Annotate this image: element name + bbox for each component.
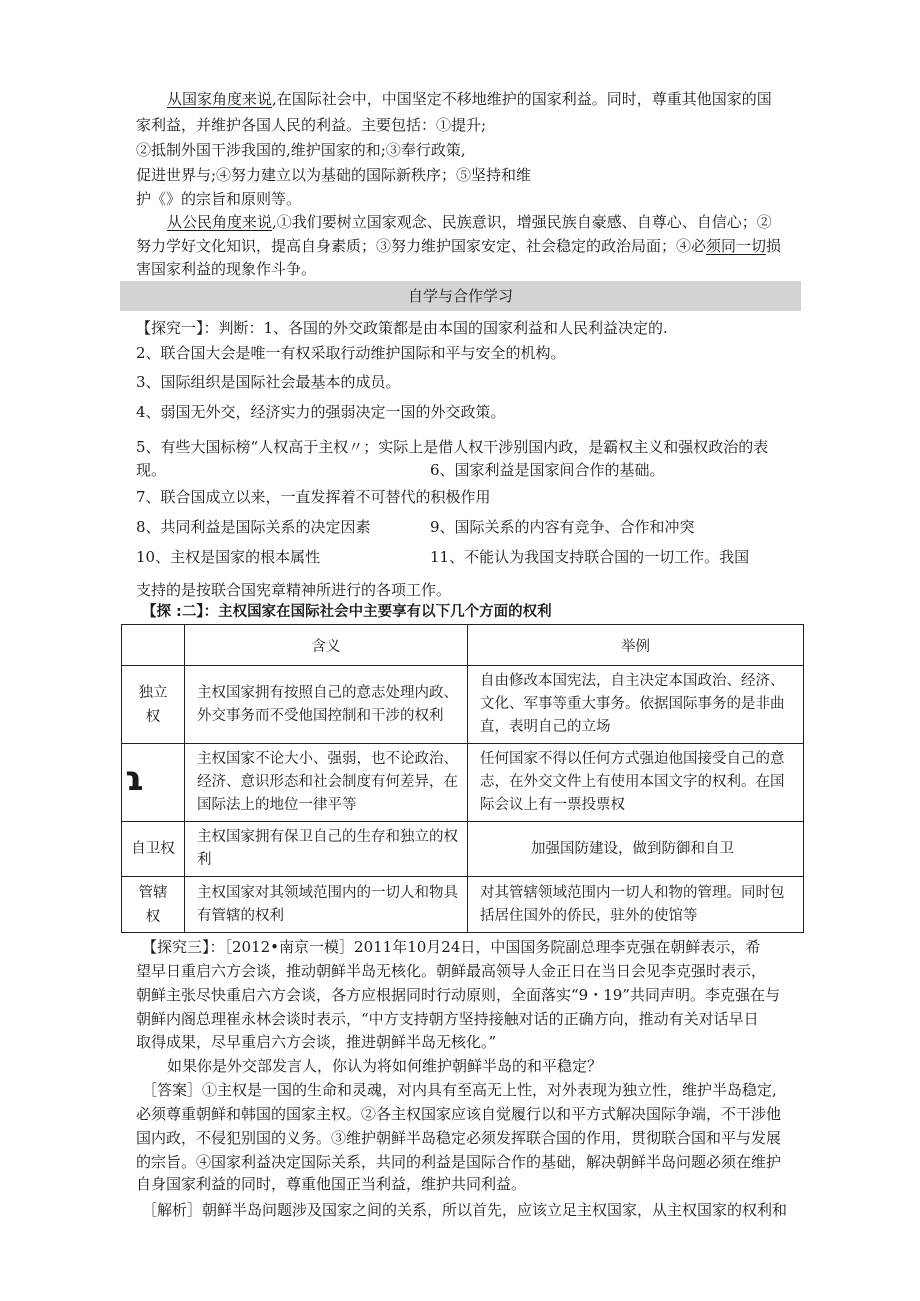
row-example-text: 自由修改本国宪法，自主决定本国政治、经济、文化、军事等重大事务。依据国际事务的是非曲直，表明自己的立场 — [480, 673, 785, 735]
intro-line-6-text: ,①我们要树立国家观念、民族意识，增强民族自豪感、自尊心、自信心；② — [272, 213, 772, 231]
explore3-line-3: 朝鲜主张尽快重启六方会谈，各方应根据同时行动原则，全面落实“9・19”共同声明。李克强在与 — [136, 986, 780, 1004]
row-example — [468, 877, 804, 933]
row-example — [468, 822, 804, 877]
explore1-item-2: 2、联合国大会是唯一有权采取行动维护国际和平与安全的机构。 — [136, 344, 566, 362]
intro-line-7-underlined: 须同一切 — [706, 237, 767, 255]
row-meaning — [185, 877, 468, 933]
row-example-text: 任何国家不得以任何方式强迫他国接受自己的意志，在外交文件上有使用本国文字的权利。在国际会议上有一票投票权 — [480, 751, 785, 813]
explore1-item-5: 5、有些大国标榜“人权高于主权〃；实际上是借人权干涉别国内政，是霸权主义和强权政治的表 — [136, 438, 769, 456]
row-name-text: 管辖权 — [138, 884, 168, 925]
table-row — [122, 744, 804, 822]
explore2-head: 【探 :二】：主权国家在国际社会中主要享有以下几个方面的权利 — [142, 604, 552, 620]
rights-table — [121, 624, 804, 933]
table-header-blank — [122, 625, 185, 666]
row-example — [468, 744, 804, 822]
explore1-item-11: 11、不能认为我国支持联合国的一切工作。我国 — [430, 548, 750, 566]
answer-line-3: 国内政，不侵犯别国的义务。③维护朝鲜半岛稳定必须发挥联合国的作用，贯彻联合国和平与发展 — [136, 1129, 782, 1147]
row-meaning — [185, 666, 468, 744]
explore3-question: 如果你是外交部发言人，你认为将如何维护朝鲜半岛的和平稳定？ — [167, 1057, 603, 1075]
row-meaning-text: 主权国家对其领域范围内的一切人和物具有管辖的权利 — [197, 884, 458, 924]
intro-line-7-text: 努力学好文化知识，提高自身素质；③努力维护国家安定、社会稳定的政治局面；④必 — [136, 237, 707, 255]
row-name-equality — [122, 744, 185, 822]
intro-line-3: ②抵制外国干涉我国的,维护国家的和;③奉行政策, — [136, 141, 466, 159]
explore1-item-3: 3、国际组织是国际社会最基本的成员。 — [136, 373, 401, 391]
section-bar: 自学与合作学习 — [120, 281, 801, 311]
explore3-line-4: 朝鲜内阁总理崔永林会谈时表示，“中方支持朝方坚持接触对话的正确方向，推动有关对话早日 — [136, 1010, 759, 1028]
analysis-line: ［解析］朝鲜半岛问题涉及国家之间的关系，所以首先，应该立足主权国家，从主权国家的权利和 — [142, 1201, 788, 1219]
explore1-item-9: 9、国际关系的内容有竞争、合作和冲突 — [430, 518, 695, 536]
answer-line-1: ［答案］①主权是一国的生命和灵魂，对内具有至高无上性，对外表现为独立性，维护半岛稳定, — [142, 1081, 777, 1099]
answer-line-5: 自身国家利益的同时，尊重他国正当利益，维护共同利益。 — [136, 1175, 527, 1193]
intro-line-4: 促进世界与;④努力建立以为基础的国际新秩序；⑤坚持和维 — [136, 166, 532, 184]
row-meaning-text: 主权国家拥有按照自己的意志处理内政、外交事务而不受他国控制和干涉的权利 — [197, 684, 458, 724]
table-row — [122, 822, 804, 877]
row-name-text: 独立权 — [138, 684, 168, 725]
row-meaning-text: 主权国家拥有保卫自己的生存和独立的权利 — [197, 829, 458, 868]
explore1-item-7: 7、联合国成立以来，一直发挥着不可替代的积极作用 — [136, 488, 491, 506]
row-name-independence — [122, 666, 185, 744]
row-example — [468, 666, 804, 744]
intro-line-8: 害国家利益的现象作斗争。 — [136, 260, 317, 278]
table-row — [122, 877, 804, 933]
intro-line-5: 护《》的宗旨和原则等。 — [136, 190, 302, 208]
explore1-item-10: 10、主权是国家的根本属性 — [136, 548, 321, 566]
answer-line-4: 的宗旨。④国家利益决定国际关系，共同的利益是国际合作的基础，解决朝鲜半岛问题必须在维护 — [136, 1153, 782, 1171]
intro-line-2: 家利益，并维护各国人民的利益。主要包括：①提升; — [136, 116, 487, 134]
explore1-item-5-cont: 现。 — [136, 461, 167, 479]
explore1-item-11-cont: 支持的是按联合国宪章精神所进行的各项工作。 — [136, 581, 452, 599]
intro-line-6 — [167, 210, 772, 234]
row-meaning-text: 主权国家不论大小、强弱，也不论政治、经济、意识形态和社会制度有何差异，在国际法上的地位一律平等 — [197, 751, 458, 813]
explore3-line-2: 望早日重启六方会谈，推动朝鲜半岛无核化。朝鲜最高领导人金正日在当日会见李克强时表示， — [136, 962, 767, 980]
explore1-item-4: 4、弱国无外交，经济实力的强弱决定一国的外交政策。 — [136, 403, 506, 421]
intro-line-7-end: 损 — [766, 237, 782, 255]
explore1-item-8: 8、共同利益是国际关系的决定因素 — [136, 518, 371, 536]
explore1-head: 【探究一】：判断：1、各国的外交政策都是由本国的国家利益和人民利益决定的. — [136, 319, 668, 337]
explore1-item-6: 6、国家利益是国家间合作的基础。 — [430, 461, 665, 479]
row-example-text: 对其管辖领域范围内一切人和物的管理。同时包括居住国外的侨民，驻外的使馆等 — [480, 884, 785, 924]
row-name-jurisdiction — [122, 877, 185, 933]
intro-line-7 — [136, 234, 781, 258]
table-header-row — [122, 625, 804, 666]
intro-country-perspective: 从国家角度来说 — [167, 90, 273, 108]
row-name-glyph: ɿ — [124, 759, 145, 799]
intro-citizen-perspective: 从公民角度来说 — [167, 213, 273, 231]
table-header-example: 举例 — [468, 625, 804, 666]
table-header-meaning: 含义 — [185, 625, 468, 666]
explore3-line-1: 【探究三】：［2012•南京一模］2011年10月24日，中国国务院副总理李克强在朝鲜表示，希 — [142, 938, 761, 956]
answer-line-2: 必须尊重朝鲜和韩国的国家主权。②各主权国家应该自觉履行以和平方式解决国际争端，不干涉他 — [136, 1105, 782, 1123]
explore3-line-5: 取得成果，尽早重启六方会谈，推进朝鲜半岛无核化。” — [136, 1033, 497, 1051]
row-meaning — [185, 744, 468, 822]
row-example-text: 加强国防建设，做到防御和自卫 — [531, 840, 734, 857]
intro-line-1 — [167, 87, 772, 111]
table-row — [122, 666, 804, 744]
row-name-self-defense: 自卫权 — [122, 822, 185, 877]
intro-line-1-text: ,在国际社会中，中国坚定不移地维护的国家利益。同时，尊重其他国家的国 — [272, 90, 772, 108]
row-meaning — [185, 822, 468, 877]
